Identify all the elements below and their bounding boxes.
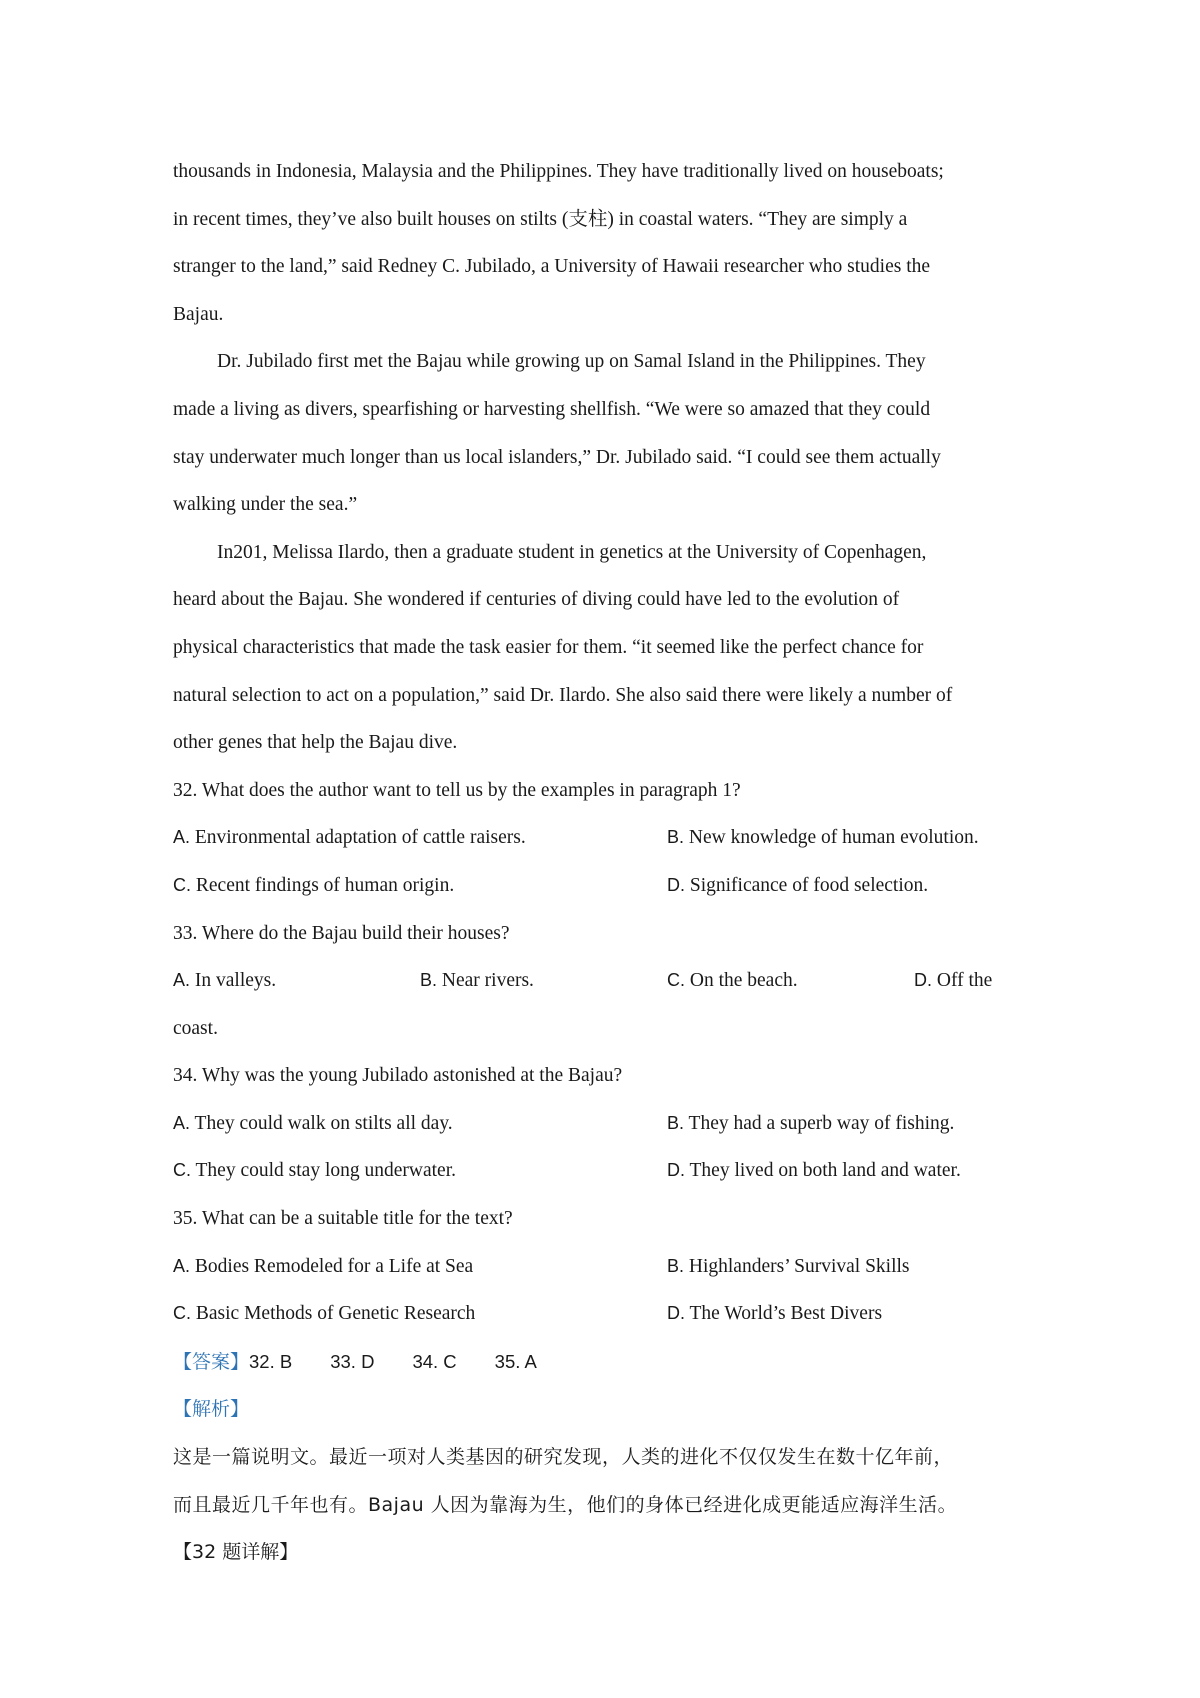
- option-35-b: B. Highlanders’ Survival Skills: [667, 1255, 910, 1277]
- option-35-d: D. The World’s Best Divers: [667, 1303, 883, 1325]
- option-34-c: C. They could stay long underwater.: [173, 1160, 456, 1182]
- question-35-options-row-2: [173, 1290, 1043, 1338]
- answer-33: 33. D: [330, 1350, 375, 1372]
- analysis-line-1: 这是一篇说明文。最近一项对人类基因的研究发现，人类的进化不仅仅发生在数十亿年前，: [173, 1446, 954, 1469]
- answer-32: 32. B: [249, 1350, 293, 1372]
- passage-paragraph-1: thousands in Indonesia, Malaysia and the Philippines. They have traditionally lived on houseboats; in recent times, they’ve also built houses on stilts (支柱) in coastal waters. “They are simply a stranger to the land,” said Redney C. Jubilado, a University of Hawaii researcher who studies the Bajau.: [173, 161, 944, 325]
- question-34-options-row-1: [173, 1100, 1043, 1148]
- answer-label: 【答案】: [173, 1350, 250, 1373]
- option-35-c: C. Basic Methods of Genetic Research: [173, 1303, 476, 1325]
- question-32: 32. What does the author want to tell us by the examples in paragraph 1?: [173, 779, 741, 801]
- option-33-d: D. Off the: [914, 970, 993, 992]
- analysis-line-2: 而且最近几千年也有。Bajau 人因为靠海为生，他们的身体已经进化成更能适应海洋生活。: [173, 1493, 958, 1516]
- question-32-detail-label: 【32 题详解】: [173, 1541, 299, 1564]
- question-33-options-row: [173, 957, 1043, 1005]
- question-34-options-row-2: [173, 1147, 1043, 1195]
- option-35-a: A. Bodies Remodeled for a Life at Sea: [173, 1255, 474, 1277]
- document-page: [173, 148, 1043, 1577]
- option-33-a: A. In valleys.: [173, 970, 277, 992]
- question-33: 33. Where do the Bajau build their houses?: [173, 922, 510, 944]
- option-32-a: A. Environmental adaptation of cattle raisers.: [173, 827, 526, 849]
- answer-34: 34. C: [412, 1350, 457, 1372]
- question-32-options-row-2: [173, 862, 1043, 910]
- option-34-d: D. They lived on both land and water.: [667, 1160, 961, 1182]
- option-34-a: A. They could walk on stilts all day.: [173, 1112, 453, 1134]
- option-32-c: C. Recent findings of human origin.: [173, 874, 455, 896]
- passage-paragraph-2: Dr. Jubilado first met the Bajau while growing up on Samal Island in the Philippines. They made a living as divers, spearfishing or harvesting shellfish. “We were so amazed that they could stay underwater much longer than us local islanders,” Dr. Jubilado said. “I could see them actually walking under the sea.”: [173, 351, 941, 516]
- question-34: 34. Why was the young Jubilado astonished at the Bajau?: [173, 1065, 623, 1087]
- option-33-d-continuation: coast.: [173, 1017, 218, 1039]
- answer-35: 35. A: [494, 1350, 537, 1372]
- question-32-options-row-1: [173, 814, 1043, 862]
- option-33-b: B. Near rivers.: [420, 970, 534, 992]
- question-35: 35. What can be a suitable title for the text?: [173, 1208, 513, 1230]
- option-34-b: B. They had a superb way of fishing.: [667, 1112, 955, 1134]
- passage-paragraph-3: In201, Melissa Ilardo, then a graduate student in genetics at the University of Copenhagen, heard about the Bajau. She wondered if centuries of diving could have led to the evolution of physical characteristics that made the task easier for them. “it seemed like the perfect chance for natural selection to act on a population,” said Dr. Ilardo. She also said there were likely a number of other genes that help the Bajau dive.: [173, 541, 953, 754]
- option-32-d: D. Significance of food selection.: [667, 874, 929, 896]
- answer-line: [173, 1338, 1043, 1387]
- analysis-label: 【解析】: [173, 1398, 250, 1421]
- option-33-c: C. On the beach.: [667, 970, 798, 992]
- option-32-b: B. New knowledge of human evolution.: [667, 827, 979, 849]
- question-35-options-row-1: [173, 1243, 1043, 1291]
